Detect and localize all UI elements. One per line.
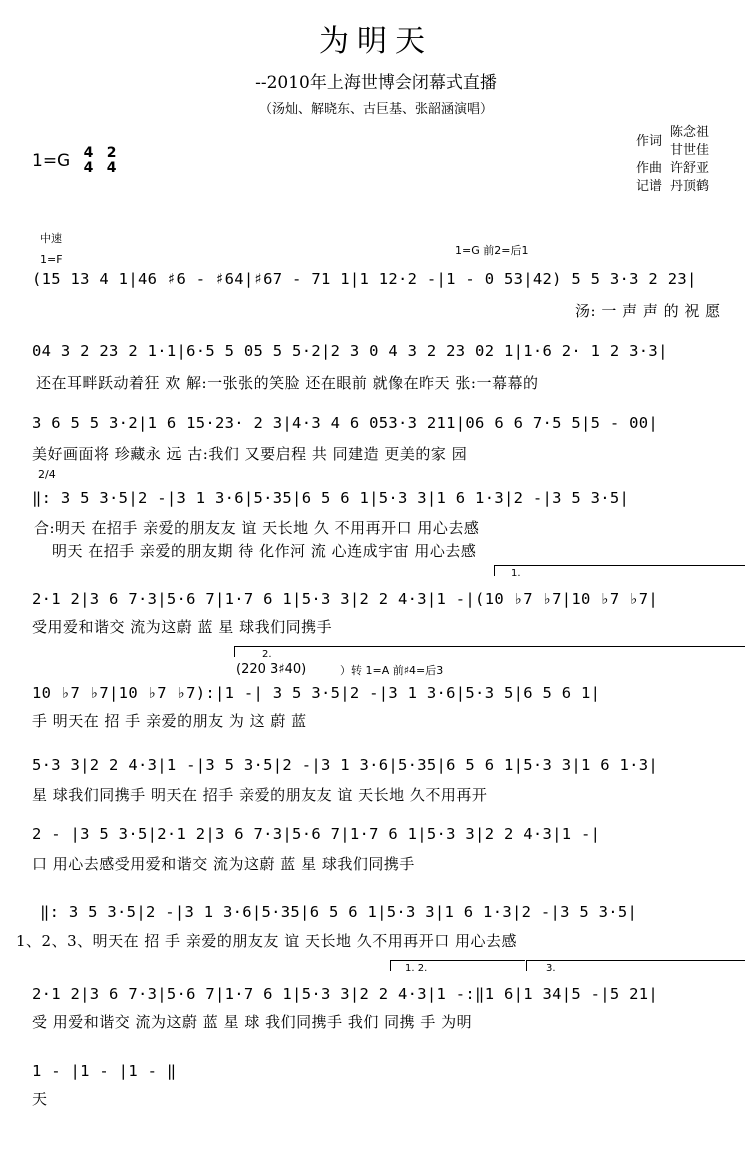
notation-line-1: (15 13 4 1|46 ♯6 - ♯64|♯67 - 71 1|1 12·2 -|1 - 0 53|42) 5 5 3·3 2 23| [32,270,697,288]
lyric-line-7: 星 球我们同携手 明天在 招手 亲爱的朋友友 谊 天长地 久不用再开 [32,786,488,804]
meter2-den: 4 [106,160,117,176]
notation-line-7: 5·3 3|2 2 4·3|1 -|3 5 3·5|2 -|3 1 3·6|5·35|6 5 6 1|5·3 3|1 6 1·3| [32,756,659,774]
volta-12-label: 1. 2. [405,963,428,974]
transcriber-label: 记谱 [636,179,663,194]
time-signature-2 [107,146,117,176]
notation-line-6: 10 ♭7 ♭7|10 ♭7 ♭7):|1 -| 3 5 3·5|2 -|3 1 3·6|5·3 5|6 5 6 1| [32,684,601,702]
lyricist-label: 作词 [636,134,663,149]
meter1-num: 4 [83,145,94,161]
lyric-line-4b: 明天 在招手 亲爱的朋友期 待 化作河 流 心连成宇宙 用心去感 [52,542,477,560]
lyric-line-11: 天 [32,1090,48,1108]
lyric-line-4a: 合:明天 在招手 亲爱的朋友友 谊 天长地 久 不用再开口 用心去感 [34,519,480,537]
lyric-line-6: 手 明天在 招 手 亲爱的朋友 为 这 蔚 蓝 [32,712,307,730]
lyric-line-3: 美好画面将 珍藏永 远 古:我们 又要启程 共 同建造 更美的家 园 [32,445,468,463]
meter1-den: 4 [83,160,94,176]
notation-line-2: 04 3 2 23 2 1·1|6·5 5 05 5 5·2|2 3 0 4 3 2 23 02 1|1·6 2· 1 2 3·3| [32,342,668,360]
key-change-1: 1=G 前2=后1 [455,244,529,257]
song-title: 为明天 [319,24,433,59]
notation-line-5: 2·1 2|3 6 7·3|5·6 7|1·7 6 1|5·3 3|2 2 4·3|1 -|(10 ♭7 ♭7|10 ♭7 ♭7| [32,590,659,608]
key-label: 1=G [32,151,71,171]
key-change-2: ）转 1=A 前♯4=后3 [340,664,444,677]
bridge-notes: (220 3♯40) [236,662,307,677]
lyric-line-1: 汤: 一 声 声 的 祝 愿 [575,302,721,320]
notation-line-11: 1 - |1 - |1 - ‖ [32,1062,177,1080]
credits [636,124,709,196]
composer: 许舒亚 [670,161,710,176]
key-signature [32,146,117,176]
lyricist-1: 陈念祖 [670,125,710,140]
volta-3-label: 3. [546,963,556,974]
volta-bracket-1 [494,565,745,576]
tempo-mark: 中速 [40,232,62,245]
notation-line-10: 2·1 2|3 6 7·3|5·6 7|1·7 6 1|5·3 3|2 2 4·3|1 -:‖1 6|1 34|5 -|5 21| [32,985,659,1003]
lyric-line-2: 还在耳畔跃动着狂 欢 解:一张张的笑脸 还在眼前 就像在昨天 张:一幕幕的 [36,374,539,392]
time-signature-1 [84,146,94,176]
singers: （汤灿、解晓东、古巨基、张韶涵演唱） [258,102,493,117]
subtitle: --2010年上海世博会闭幕式直播 [255,73,497,93]
meter2-num: 2 [106,145,117,161]
volta-1-label: 1. [511,568,521,579]
notation-line-4: ‖: 3 5 3·5|2 -|3 1 3·6|5·35|6 5 6 1|5·3 3|1 6 1·3|2 -|3 5 3·5| [32,489,630,507]
volta-bracket-3 [526,960,745,971]
volta-2-label: 2. [262,649,272,660]
volta-bracket-2 [234,646,745,657]
lyric-line-9: 1、2、3、明天在 招 手 亲爱的朋友友 谊 天长地 久不用再开口 用心去感 [16,932,518,950]
key-f-mark: 1=F [40,253,63,266]
lyric-line-10: 受 用爱和谐交 流为这蔚 蓝 星 球 我们同携手 我们 同携 手 为明 [32,1013,473,1031]
lyricist-2: 甘世佳 [670,143,710,158]
notation-line-8: 2 - |3 5 3·5|2·1 2|3 6 7·3|5·6 7|1·7 6 1|5·3 3|2 2 4·3|1 -| [32,825,601,843]
lyric-line-8: 口 用心去感受用爱和谐交 流为这蔚 蓝 星 球我们同携手 [32,855,415,873]
lyric-line-5: 受用爱和谐交 流为这蔚 蓝 星 球我们同携手 [32,618,333,636]
notation-line-9: ‖: 3 5 3·5|2 -|3 1 3·6|5·35|6 5 6 1|5·3 3|1 6 1·3|2 -|3 5 3·5| [40,903,638,921]
notation-line-3: 3 6 5 5 3·2|1 6 15·23· 2 3|4·3 4 6 053·3 211|06 6 6 7·5 5|5 - 00| [32,414,659,432]
composer-label: 作曲 [636,161,663,176]
transcriber: 丹顶鹤 [670,179,710,194]
meter-change: 2/4 [38,468,56,481]
